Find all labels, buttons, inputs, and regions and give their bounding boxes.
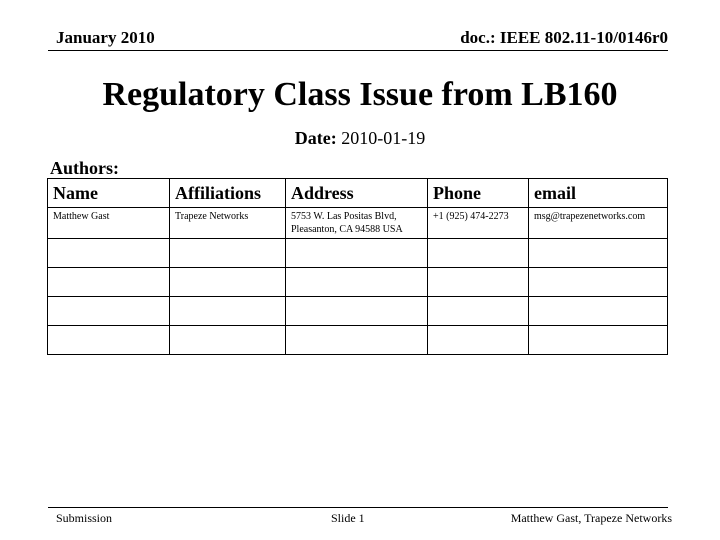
- address-line-2: Pleasanton, CA 94588 USA: [291, 224, 403, 235]
- footer-slide-number: Slide 1: [331, 511, 365, 525]
- header-phone: Phone: [428, 179, 529, 208]
- table-row: [48, 326, 668, 355]
- slide-title: Regulatory Class Issue from LB160: [102, 76, 618, 113]
- header-address: Address: [286, 179, 428, 208]
- address-line-1: 5753 W. Las Positas Blvd,: [291, 211, 397, 222]
- authors-label: Authors:: [50, 158, 120, 178]
- table-header-row: [48, 179, 668, 208]
- header-name: Name: [48, 179, 170, 208]
- table-row: [48, 297, 668, 326]
- cell-phone: +1 (925) 474-2273: [428, 208, 529, 239]
- header-email: email: [529, 179, 668, 208]
- header-divider: [48, 50, 668, 51]
- date-label: Date:: [294, 128, 337, 148]
- header-date: January 2010: [56, 28, 155, 47]
- footer-submission: Submission: [56, 511, 113, 525]
- authors-table: [47, 178, 668, 355]
- cell-name: Matthew Gast: [48, 208, 170, 239]
- date-line: [0, 128, 720, 149]
- footer-author: Matthew Gast, Trapeze Networks: [510, 511, 672, 525]
- date-value: 2010-01-19: [341, 128, 426, 148]
- cell-address: [286, 208, 428, 239]
- cell-email: msg@trapezenetworks.com: [529, 208, 668, 239]
- header-doc-id: doc.: IEEE 802.11-10/0146r0: [460, 28, 668, 47]
- cell-affiliation: Trapeze Networks: [170, 208, 286, 239]
- table-row: [48, 208, 668, 239]
- header-affiliations: Affiliations: [170, 179, 286, 208]
- table-row: [48, 239, 668, 268]
- footer-divider: [48, 507, 668, 508]
- table-row: [48, 268, 668, 297]
